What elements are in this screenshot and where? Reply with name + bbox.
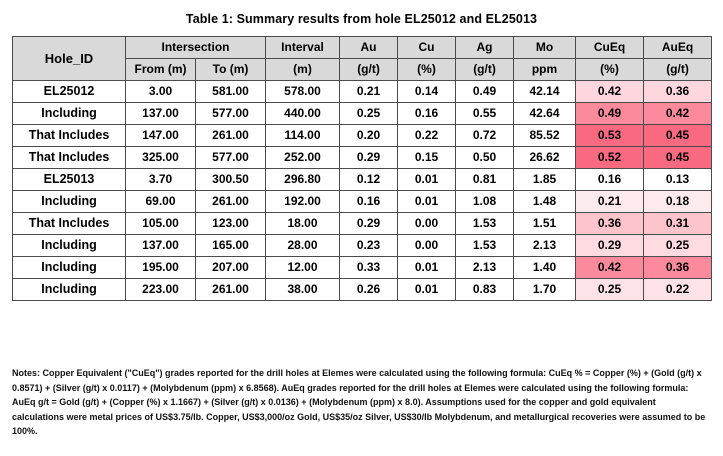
cell-from: 105.00	[126, 213, 196, 235]
summary-results-table	[12, 36, 712, 301]
table-row	[13, 169, 712, 191]
cell-cu: 0.16	[398, 103, 456, 125]
table-row	[13, 81, 712, 103]
table-row	[13, 213, 712, 235]
table-row	[13, 125, 712, 147]
cell-cueq: 0.25	[576, 279, 644, 301]
cell-interval: 192.00	[266, 191, 340, 213]
column-header-cu-unit: (%)	[398, 59, 456, 81]
cell-interval: 28.00	[266, 235, 340, 257]
cell-hole-id: That Includes	[13, 147, 126, 169]
table-notes: Notes: Copper Equivalent ("CuEq") grades reported for the drill holes at Elemes were calculated using the following formula: CuEq % = Copper (%) + (Gold (g/t) x 0.8571) + (Silver (g/t) x 0.0117) + (Molybdenum (ppm) x 6.8568). AuEq grades reported for the drill holes at Elemes were calculated using the following formula: AuEq g/t = Gold (g/t) + (Copper (%) x 1.1667) + (Silver (g/t) x 0.0136) + (Molybdenum (ppm) x 8.0). Assumptions used for the copper and gold equivalent calculations were metal prices of US$3.75/lb. Copper, US$3,000/oz Gold, US$35/oz Silver, US$30/lb Molybdenum, and metallurgical recoveries were assumed to be 100%.	[12, 368, 706, 436]
cell-au: 0.21	[340, 81, 398, 103]
cell-to: 165.00	[196, 235, 266, 257]
cell-interval: 252.00	[266, 147, 340, 169]
cell-au: 0.12	[340, 169, 398, 191]
cell-au: 0.23	[340, 235, 398, 257]
cell-cu: 0.15	[398, 147, 456, 169]
cell-to: 261.00	[196, 279, 266, 301]
table-row	[13, 147, 712, 169]
cell-aueq: 0.45	[644, 147, 712, 169]
cell-to: 577.00	[196, 103, 266, 125]
column-header-to: To (m)	[196, 59, 266, 81]
cell-from: 325.00	[126, 147, 196, 169]
cell-interval: 18.00	[266, 213, 340, 235]
cell-mo: 1.40	[514, 257, 576, 279]
column-header-hole-id: Hole_ID	[13, 37, 126, 81]
cell-aueq: 0.13	[644, 169, 712, 191]
cell-interval: 114.00	[266, 125, 340, 147]
cell-aueq: 0.18	[644, 191, 712, 213]
cell-au: 0.26	[340, 279, 398, 301]
cell-cu: 0.01	[398, 257, 456, 279]
column-header-aueq: AuEq	[644, 37, 712, 59]
cell-aueq: 0.45	[644, 125, 712, 147]
table-row	[13, 191, 712, 213]
column-header-intersection: Intersection	[126, 37, 266, 59]
column-header-from: From (m)	[126, 59, 196, 81]
cell-au: 0.16	[340, 191, 398, 213]
cell-hole-id: Including	[13, 191, 126, 213]
cell-cu: 0.00	[398, 213, 456, 235]
cell-au: 0.25	[340, 103, 398, 125]
column-header-au: Au	[340, 37, 398, 59]
column-header-ag: Ag	[456, 37, 514, 59]
cell-from: 147.00	[126, 125, 196, 147]
cell-ag: 2.13	[456, 257, 514, 279]
cell-hole-id: Including	[13, 235, 126, 257]
cell-au: 0.20	[340, 125, 398, 147]
table-row	[13, 235, 712, 257]
column-header-aueq-unit: (g/t)	[644, 59, 712, 81]
cell-hole-id: Including	[13, 257, 126, 279]
cell-to: 261.00	[196, 191, 266, 213]
cell-to: 300.50	[196, 169, 266, 191]
cell-ag: 0.49	[456, 81, 514, 103]
cell-au: 0.33	[340, 257, 398, 279]
cell-cueq: 0.53	[576, 125, 644, 147]
results-table-container	[0, 36, 723, 301]
cell-au: 0.29	[340, 213, 398, 235]
cell-mo: 85.52	[514, 125, 576, 147]
cell-from: 137.00	[126, 235, 196, 257]
cell-cueq: 0.16	[576, 169, 644, 191]
cell-to: 577.00	[196, 147, 266, 169]
cell-mo: 42.64	[514, 103, 576, 125]
column-header-ag-unit: (g/t)	[456, 59, 514, 81]
table-header	[13, 37, 712, 81]
cell-hole-id: EL25012	[13, 81, 126, 103]
cell-from: 69.00	[126, 191, 196, 213]
column-header-interval: Interval	[266, 37, 340, 59]
cell-ag: 0.81	[456, 169, 514, 191]
cell-interval: 12.00	[266, 257, 340, 279]
cell-aueq: 0.42	[644, 103, 712, 125]
cell-cu: 0.01	[398, 279, 456, 301]
cell-aueq: 0.36	[644, 257, 712, 279]
cell-from: 3.70	[126, 169, 196, 191]
cell-ag: 0.55	[456, 103, 514, 125]
cell-to: 581.00	[196, 81, 266, 103]
column-header-cu: Cu	[398, 37, 456, 59]
cell-cueq: 0.21	[576, 191, 644, 213]
cell-aueq: 0.36	[644, 81, 712, 103]
cell-mo: 42.14	[514, 81, 576, 103]
cell-mo: 1.70	[514, 279, 576, 301]
cell-to: 123.00	[196, 213, 266, 235]
table-row	[13, 279, 712, 301]
cell-au: 0.29	[340, 147, 398, 169]
cell-mo: 2.13	[514, 235, 576, 257]
cell-interval: 296.80	[266, 169, 340, 191]
cell-hole-id: Including	[13, 279, 126, 301]
cell-ag: 0.83	[456, 279, 514, 301]
cell-to: 261.00	[196, 125, 266, 147]
cell-interval: 38.00	[266, 279, 340, 301]
cell-from: 223.00	[126, 279, 196, 301]
cell-from: 195.00	[126, 257, 196, 279]
cell-ag: 1.08	[456, 191, 514, 213]
column-header-interval-unit: (m)	[266, 59, 340, 81]
table-row	[13, 257, 712, 279]
cell-cueq: 0.42	[576, 81, 644, 103]
cell-aueq: 0.31	[644, 213, 712, 235]
cell-to: 207.00	[196, 257, 266, 279]
cell-cu: 0.22	[398, 125, 456, 147]
cell-ag: 1.53	[456, 213, 514, 235]
table-row	[13, 103, 712, 125]
cell-hole-id: That Includes	[13, 213, 126, 235]
cell-cueq: 0.52	[576, 147, 644, 169]
cell-mo: 26.62	[514, 147, 576, 169]
cell-hole-id: Including	[13, 103, 126, 125]
cell-cu: 0.01	[398, 169, 456, 191]
cell-cueq: 0.29	[576, 235, 644, 257]
cell-ag: 0.72	[456, 125, 514, 147]
column-header-cueq-unit: (%)	[576, 59, 644, 81]
column-header-cueq: CuEq	[576, 37, 644, 59]
column-header-mo-unit: ppm	[514, 59, 576, 81]
cell-cueq: 0.49	[576, 103, 644, 125]
cell-hole-id: EL25013	[13, 169, 126, 191]
cell-mo: 1.48	[514, 191, 576, 213]
cell-interval: 578.00	[266, 81, 340, 103]
cell-from: 3.00	[126, 81, 196, 103]
cell-mo: 1.51	[514, 213, 576, 235]
column-header-mo: Mo	[514, 37, 576, 59]
cell-aueq: 0.25	[644, 235, 712, 257]
cell-mo: 1.85	[514, 169, 576, 191]
column-header-au-unit: (g/t)	[340, 59, 398, 81]
cell-cu: 0.01	[398, 191, 456, 213]
header-row-primary	[13, 37, 712, 59]
cell-cueq: 0.42	[576, 257, 644, 279]
cell-cueq: 0.36	[576, 213, 644, 235]
cell-cu: 0.14	[398, 81, 456, 103]
cell-ag: 0.50	[456, 147, 514, 169]
cell-hole-id: That Includes	[13, 125, 126, 147]
cell-cu: 0.00	[398, 235, 456, 257]
cell-ag: 1.53	[456, 235, 514, 257]
cell-from: 137.00	[126, 103, 196, 125]
page-title: Table 1: Summary results from hole EL25012 and EL25013	[185, 12, 538, 26]
table-body	[13, 81, 712, 301]
cell-interval: 440.00	[266, 103, 340, 125]
cell-aueq: 0.22	[644, 279, 712, 301]
